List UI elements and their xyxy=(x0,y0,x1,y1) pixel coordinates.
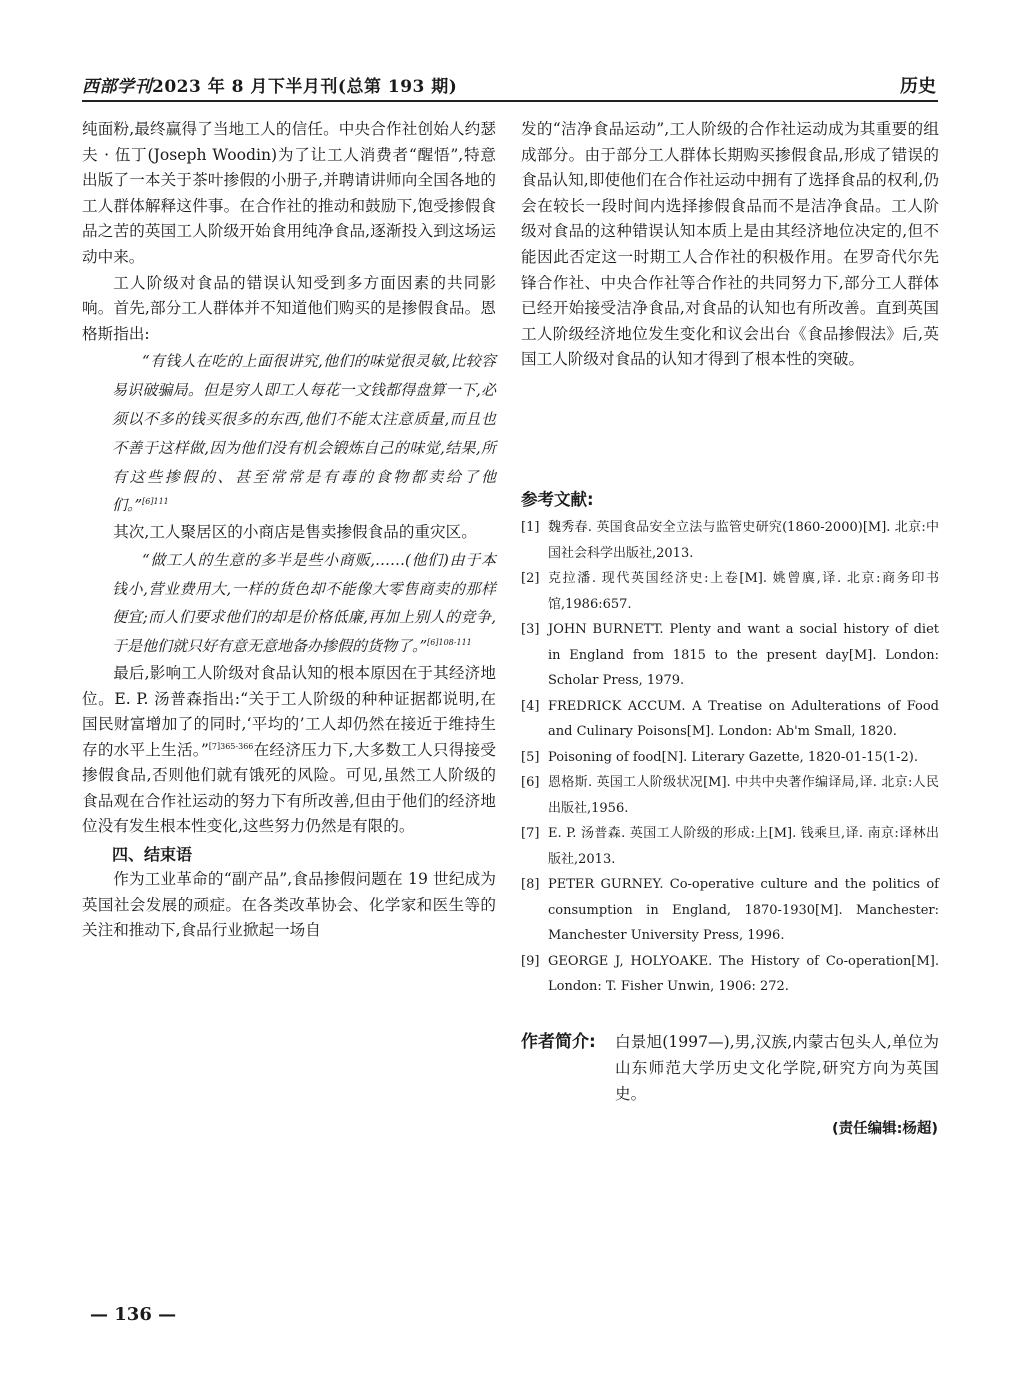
reference-number: [8] xyxy=(521,877,540,892)
reference-text: Poisoning of food[N]. Literary Gazette, 1820-01-15(1-2). xyxy=(548,749,919,765)
paragraph-continued: 发的“洁净食品运动”,工人阶级的合作社运动成为其重要的组成部分。由于部分工人群体长期购买掺假食品,形成了错误的食品认知,即使他们在合作社运动中拥有了选择食品的权利,仍会在较长一段时间内选择掺假食品而不是洁净食品。工人阶级对食品的这种错误认知本质上是由其经济地位决定的,但不能因此否定这一时期工人合作社的积极作用。在罗奇代尔先锋合作社、中央合作社等合作社的共同努力下,部分工人群体已经开始接受洁净食品,对食品的认知也有所改善。直到英国工人阶级经济地位发生变化和议会出台《食品掺假法》后,英国工人阶级对食品的认知才得到了根本性的突破。 xyxy=(521,120,939,369)
paragraph: 作为工业革命的“副产品”,食品掺假问题在 19 世纪成为英国社会发展的顽症。在各类改革协会、化学家和医生等的关注和推动下,食品行业掀起一场自 xyxy=(82,870,496,940)
reference-text: JOHN BURNETT. Plenty and want a social history of diet in England from 1815 to the present day[M]. London: Scholar Press, 1979. xyxy=(548,622,939,688)
reference-item xyxy=(521,949,939,1000)
reference-item xyxy=(521,566,939,617)
reference-number: [1] xyxy=(521,520,540,535)
reference-text: PETER GURNEY. Co-operative culture and the politics of consumption in England, 1870-1930[M]. Manchester: Manchester University Press, 1996. xyxy=(548,877,939,943)
author-bio xyxy=(521,1029,939,1107)
paragraph-text: 最后,影响工人阶级对食品认知的根本原因在于其经济地位。E. P. 汤普森指出:“关于工人阶级的种种证据都说明,在国民财富增加了的同时,‘平均的’工人却仍然在接近于维持生存的水平上生活。” xyxy=(82,663,496,759)
reference-item xyxy=(521,617,939,694)
editor-credit: (责任编辑:杨超) xyxy=(831,1121,938,1137)
paragraph-continued: 纯面粉,最终赢得了当地工人的信任。中央合作社创始人约瑟夫 · 伍丁(Joseph Woodin)为了让工人消费者“醒悟”,特意出版了一本关于茶叶掺假的小册子,并聘请讲师向全国各地的工人群体解释这件事。在合作社的推动和鼓励下,饱受掺假食品之苦的英国工人阶级开始食用纯净食品,逐渐投入到这场运动中来。 xyxy=(82,120,496,266)
reference-text: GEORGE J, HOLYOAKE. The History of Co-operation[M]. London: T. Fisher Unwin, 1906: 272. xyxy=(548,953,939,994)
reference-text: 恩格斯. 英国工人阶级状况[M]. 中共中央著作编译局,译. 北京:人民出版社,1956. xyxy=(548,775,939,816)
block-quote xyxy=(112,347,496,520)
block-quote xyxy=(112,546,496,661)
reference-text: 克拉潘. 现代英国经济史:上卷[M]. 姚曾廙,译. 北京:商务印书馆,1986:657. xyxy=(548,571,939,612)
reference-text: 魏秀春. 英国食品安全立法与监管史研究(1860-2000)[M]. 北京:中国社会科学出版社,2013. xyxy=(548,520,939,561)
reference-number: [6] xyxy=(521,775,540,790)
quote-text: “做工人的生意的多半是些小商贩,……(他们)由于本钱小,营业费用大,一样的货色却不能像大零售商卖的那样便宜;而人们要求他们的却是价格低廉,再加上别人的竞争,于是他们就只好有意无意地备办掺假的货物了。” xyxy=(112,550,496,656)
reference-number: [2] xyxy=(521,571,540,586)
right-column xyxy=(521,117,939,373)
journal-logo: 西部学刊 xyxy=(82,77,152,97)
reference-item xyxy=(521,821,939,872)
paragraph-text: 在经济压力下,大多数工人只得接受掺假食品,否则他们就有饿死的风险。可见,虽然工人阶级的食品观在合作社运动的努力下有所改善,但由于他们的经济地位没有发生根本性变化,这些努力仍然是有限的。 xyxy=(82,740,496,836)
reference-item xyxy=(521,872,939,949)
author-bio-label: 作者简介: xyxy=(521,1032,596,1052)
section-label: 历史 xyxy=(900,76,936,97)
header-issue-info xyxy=(82,72,457,97)
issue-label: 2023 年 8 月下半月刊(总第 193 期) xyxy=(152,77,458,97)
reference-item xyxy=(521,745,939,771)
reference-item xyxy=(521,515,939,566)
reference-number: [9] xyxy=(521,953,540,969)
page-header xyxy=(82,72,938,102)
paragraph xyxy=(82,661,496,840)
reference-number: [3] xyxy=(521,622,540,637)
section-title: 四、结束语 xyxy=(112,845,193,865)
author-bio-text: 白景旭(1997—),男,汉族,内蒙古包头人,单位为山东师范大学历史文化学院,研究方向为英国史。 xyxy=(615,1033,939,1103)
references-list xyxy=(521,515,939,1000)
citation-ref: [6]108-111 xyxy=(427,638,472,648)
reference-number: [4] xyxy=(521,698,540,714)
page-number: — 136 — xyxy=(90,1304,177,1325)
paragraph: 其次,工人聚居区的小商店是售卖掺假食品的重灾区。 xyxy=(113,523,477,542)
reference-item xyxy=(521,770,939,821)
paragraph: 工人阶级对食品的错误认知受到多方面因素的共同影响。首先,部分工人群体并不知道他们购买的是掺假食品。恩格斯指出: xyxy=(82,273,496,343)
reference-item xyxy=(521,694,939,745)
citation-ref: [7]365-366 xyxy=(208,741,254,751)
citation-ref: [6]111 xyxy=(142,497,169,507)
reference-number: [7] xyxy=(521,826,540,841)
reference-text: E. P. 汤普森. 英国工人阶级的形成:上[M]. 钱乘旦,译. 南京:译林出版社,2013. xyxy=(548,826,939,867)
quote-text: “有钱人在吃的上面很讲究,他们的味觉很灵敏,比较容易识破骗局。但是穷人即工人每花一文钱都得盘算一下,必须以不多的钱买很多的东西,他们不能太注意质量,而且也不善于这样做,因为他们没有机会锻炼自己的味觉,结果,所有这些掺假的、甚至常常是有毒的食物都卖给了他们。” xyxy=(112,352,496,515)
reference-number: [5] xyxy=(521,749,540,765)
left-column xyxy=(82,117,496,944)
references-title: 参考文献: xyxy=(521,490,594,509)
reference-text: FREDRICK ACCUM. A Treatise on Adulterations of Food and Culinary Poisons[M]. London: Ab'm Small, 1820. xyxy=(548,698,939,739)
